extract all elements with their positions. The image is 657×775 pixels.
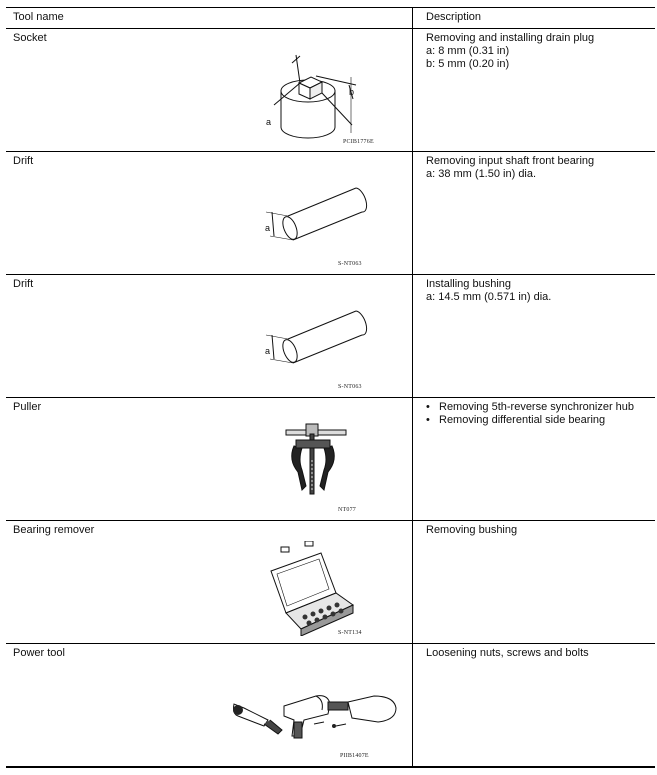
tool-description: Installing bushing a: 14.5 mm (0.571 in) dia. [426,278,552,303]
bullet-icon: • [426,401,430,413]
table-header-row [6,8,655,29]
tool-description: Removing and installing drain plug a: 8 mm (0.31 in) b: 5 mm (0.20 in) [426,32,595,70]
table-row [6,398,655,521]
bearing-remover-kit-illustration [261,541,361,636]
bullet-icon: • [426,414,430,426]
list-item: • Removing differential side bearing [426,414,606,426]
table-row [6,644,655,768]
header-tool-name: Tool name [6,8,413,28]
tool-description: Loosening nuts, screws and bolts [426,647,589,659]
table-row [6,521,655,644]
tool-name: Drift [13,278,34,290]
figure-code: PCIB1776E [343,139,374,145]
special-tools-table [6,7,655,768]
tool-description [426,401,634,427]
tool-name: Drift [13,155,34,167]
figure-code: S-NT063 [338,384,362,390]
tool-description: Removing bushing [426,524,518,536]
table-row [6,275,655,398]
tool-name: Puller [13,401,42,413]
tool-name: Bearing remover [13,524,95,536]
tool-name: Power tool [13,647,65,659]
table-row [6,29,655,152]
figure-code: S-NT063 [338,261,362,267]
drift-illustration [256,182,376,262]
header-description: Description [426,11,482,23]
figure-code: PIIB1407E [340,753,369,759]
puller-illustration [276,420,356,502]
table-row [6,152,655,275]
fig-label-a: a [265,346,271,356]
power-tool-illustration [224,674,404,754]
fig-label-b: b [349,87,355,97]
socket-illustration [256,47,396,145]
list-item: • Removing 5th-reverse synchronizer hub [426,401,635,413]
drift-illustration [256,305,376,385]
fig-label-a: a [265,223,271,233]
figure-code: NT077 [338,507,356,513]
figure-code: S-NT134 [338,630,362,636]
fig-label-a: a [266,117,272,127]
tool-description: Removing input shaft front bearing a: 38 mm (1.50 in) dia. [426,155,595,180]
tool-name: Socket [13,32,47,44]
